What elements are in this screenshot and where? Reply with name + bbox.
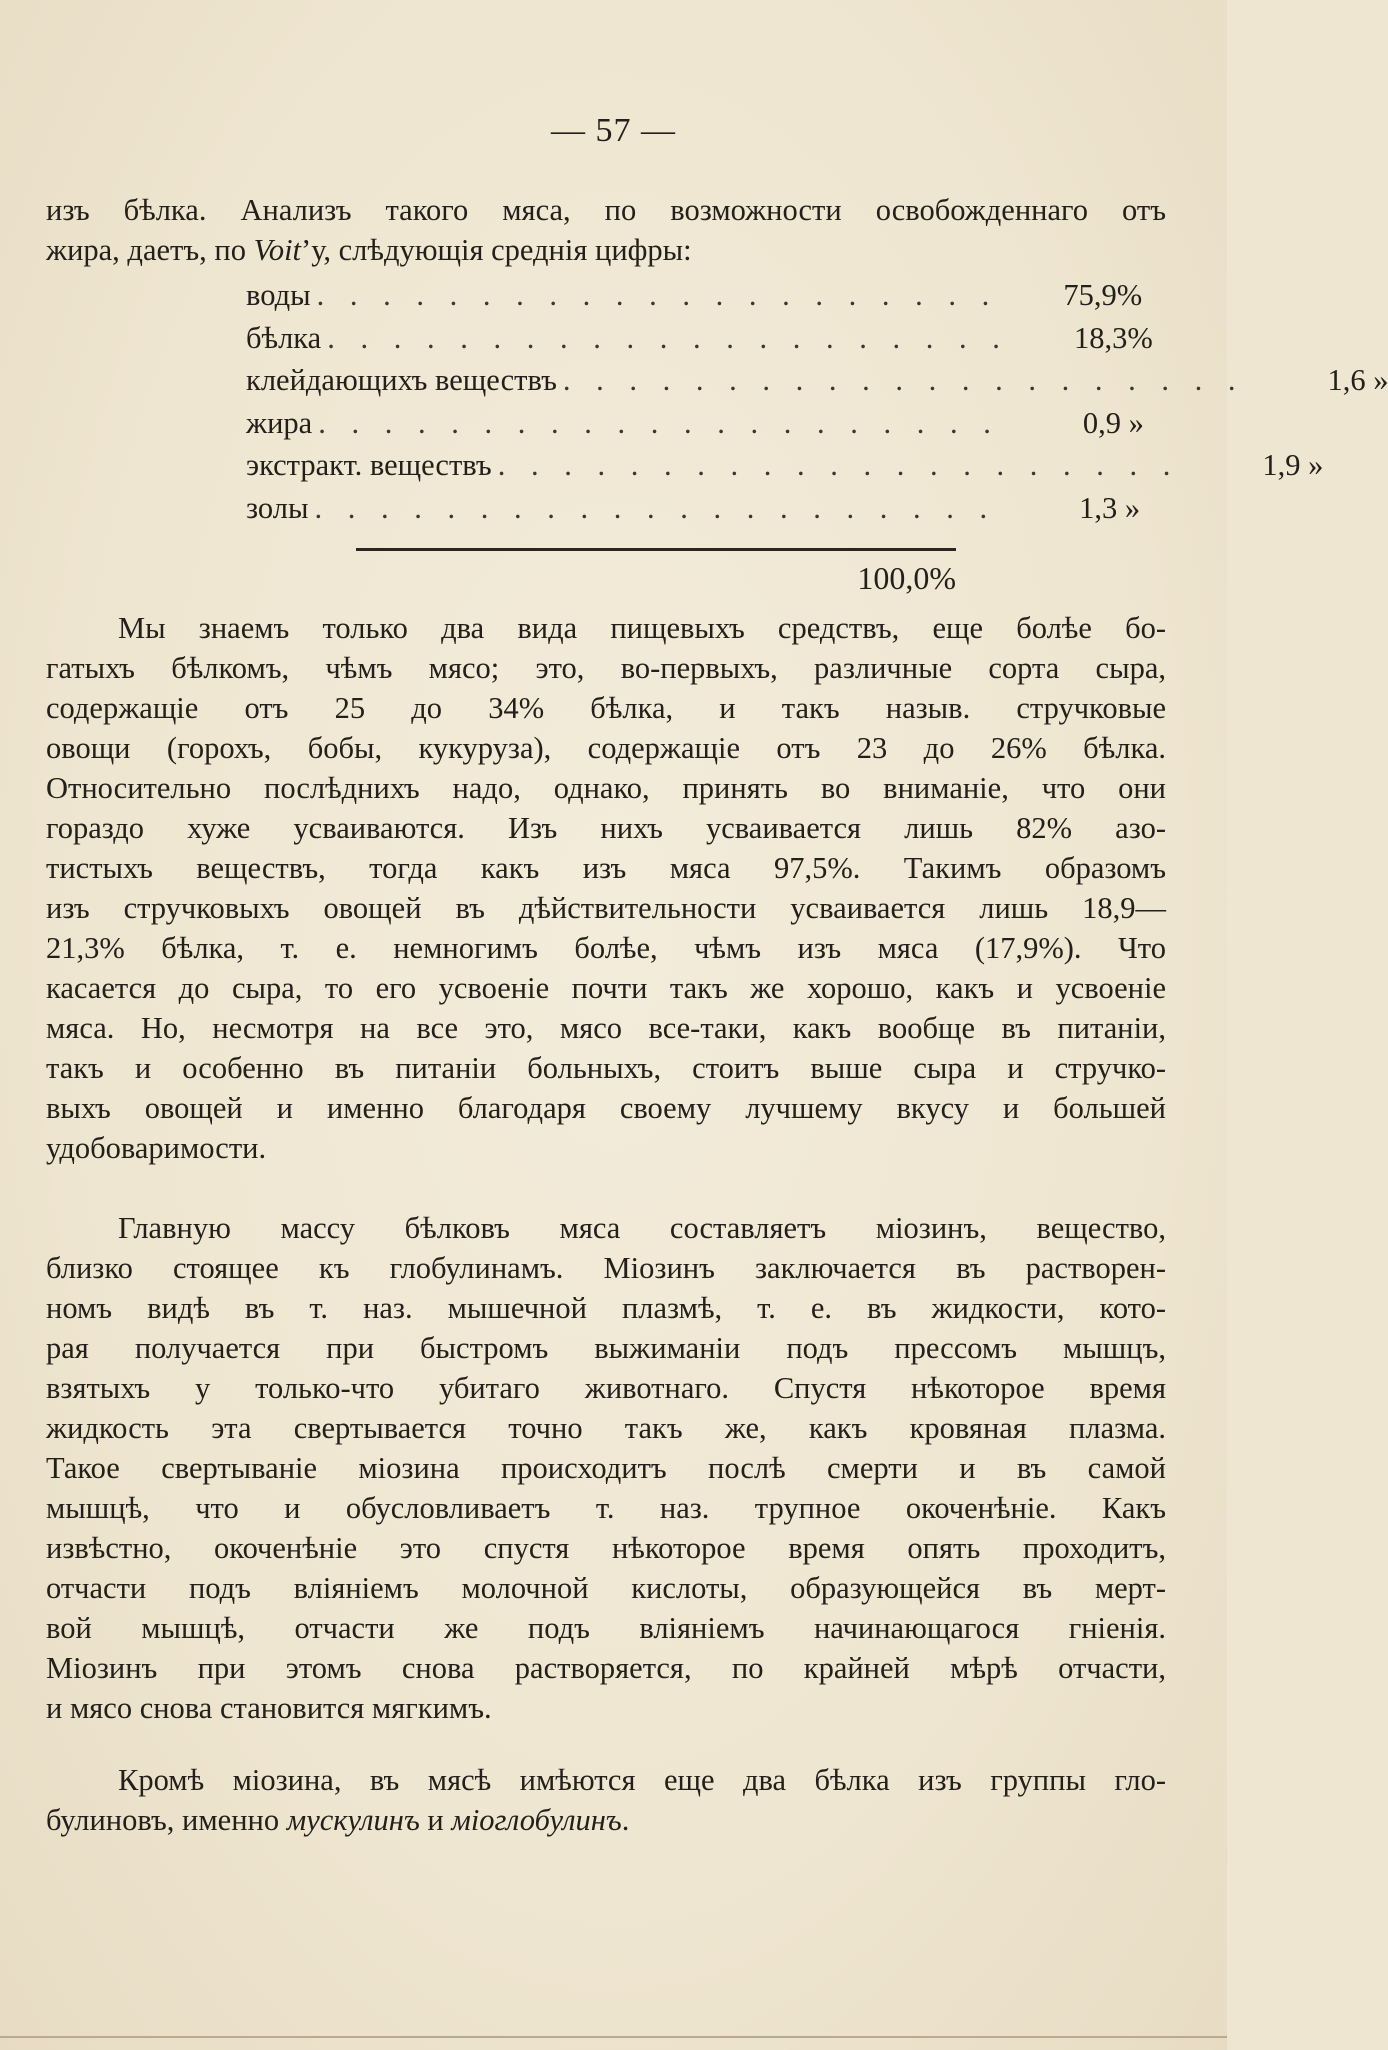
- text-line: овощи (горохъ, бобы, кукуруза), содержащіе отъ 23 до 26% бѣлка.: [46, 731, 1166, 765]
- text-line: удобоваримости.: [46, 1131, 267, 1165]
- text-line: близко стоящее къ глобулинамъ. Міозинъ заключается въ растворен-: [46, 1251, 1166, 1285]
- text-line: изъ стручковыхъ овощей въ дѣйствительности усваивается лишь 18,9—: [46, 891, 1166, 925]
- dot-leader: . . . . . . . . . . . . . . . . . . . . .: [497, 448, 1180, 482]
- text-line: взятыхъ у только-что убитаго животнаго. Спустя нѣкоторое время: [46, 1371, 1166, 1405]
- term-mioglobulin: міоглобулинъ: [451, 1803, 622, 1837]
- line-conjunction: и: [419, 1803, 452, 1837]
- text-line: содержащіе отъ 25 до 34% бѣлка, и такъ назыв. стручковые: [46, 691, 1166, 725]
- row-value: 1,6 »: [1327, 363, 1388, 397]
- intro-line-start: жира, даетъ, по: [46, 233, 254, 267]
- text-line: такъ и особенно въ питаніи больныхъ, стоитъ выше сыра и стручко-: [46, 1051, 1166, 1085]
- text-line: отчасти подъ вліяніемъ молочной кислоты, образующейся въ мерт-: [46, 1571, 1166, 1605]
- row-value: 0,9 »: [1082, 405, 1144, 440]
- row-label: золы: [246, 490, 309, 525]
- page-edge: [0, 2036, 1227, 2038]
- line-end: .: [621, 1803, 630, 1837]
- paragraph-2: [46, 1208, 1166, 1728]
- table-row: [246, 448, 1324, 491]
- paragraph-1: [46, 608, 1166, 1168]
- text-line: Относительно послѣднихъ надо, однако, принять во вниманіе, что они: [46, 771, 1166, 805]
- text-line: гораздо хуже усваиваются. Изъ нихъ усваивается лишь 82% азо-: [46, 811, 1166, 845]
- text-line: Такое свертываніе міозина происходитъ послѣ смерти и въ самой: [46, 1451, 1166, 1485]
- text-line: гатыхъ бѣлкомъ, чѣмъ мясо; это, во-первыхъ, различные сорта сыра,: [46, 651, 1166, 685]
- table-total: 100,0%: [857, 560, 956, 596]
- row-label: жира: [246, 405, 313, 440]
- author-name: Voit: [253, 233, 302, 267]
- table-row: [246, 278, 1143, 321]
- row-label: воды: [246, 278, 311, 312]
- text-line: Кромѣ міозина, въ мясѣ имѣются еще два бѣлка изъ группы гло-: [118, 1763, 1166, 1797]
- sum-rule: [356, 548, 956, 551]
- row-label: клейдающихъ веществъ: [246, 363, 557, 397]
- row-label: бѣлка: [246, 320, 322, 355]
- text-line: номъ видѣ въ т. наз. мышечной плазмѣ, т. е. въ жидкости, кото-: [46, 1291, 1166, 1325]
- text-line: извѣстно, окоченѣніе это спустя нѣкоторое время опять проходитъ,: [46, 1531, 1166, 1565]
- dot-leader: . . . . . . . . . . . . . . . . . . . . .: [314, 490, 997, 525]
- text-line: и мясо снова становится мягкимъ.: [46, 1691, 492, 1725]
- dot-leader: . . . . . . . . . . . . . . . . . . . . .: [316, 278, 999, 312]
- intro-line-end: ’у, слѣдующія среднія цифры:: [301, 233, 692, 267]
- text-line: мяса. Но, несмотря на все это, мясо все-таки, какъ вообще въ питаніи,: [46, 1011, 1166, 1045]
- row-value: 1,9 »: [1262, 448, 1324, 482]
- line-start: булиновъ, именно: [46, 1803, 287, 1837]
- text-line: 21,3% бѣлка, т. е. немногимъ болѣе, чѣмъ изъ мяса (17,9%). Что: [46, 931, 1166, 965]
- text-line: Міозинъ при этомъ снова растворяется, по крайней мѣрѣ отчасти,: [46, 1651, 1166, 1685]
- intro-line: [46, 230, 1166, 270]
- text-line: выхъ овощей и именно благодаря своему лучшему вкусу и большей: [46, 1091, 1166, 1125]
- text-line: вой мышцѣ, отчасти же подъ вліяніемъ начинающагося гніенія.: [46, 1611, 1166, 1645]
- text-line: касается до сыра, то его усвоеніе почти такъ же хорошо, какъ и усвоеніе: [46, 971, 1166, 1005]
- dot-leader: . . . . . . . . . . . . . . . . . . . . .: [318, 405, 1000, 440]
- row-value: 75,9%: [1063, 278, 1143, 312]
- composition-table: [246, 278, 1388, 533]
- table-row: [246, 363, 1388, 406]
- table-row: [246, 405, 1144, 449]
- text-line: мышцѣ, что и обусловливаетъ т. наз. трупное окоченѣніе. Какъ: [46, 1491, 1166, 1525]
- dot-leader: . . . . . . . . . . . . . . . . . . . . .: [327, 320, 1009, 355]
- text-line: Главную массу бѣлковъ мяса составляетъ міозинъ, вещество,: [118, 1211, 1166, 1245]
- text-line: жидкость эта свертывается точно такъ же, какъ кровяная плазма.: [46, 1411, 1166, 1445]
- text-line: [46, 1800, 1166, 1840]
- row-label: экстракт. веществъ: [246, 448, 492, 482]
- text-line: тистыхъ веществъ, тогда какъ изъ мяса 97,5%. Такимъ образомъ: [46, 851, 1166, 885]
- row-value: 18,3%: [1074, 320, 1153, 355]
- text-line: рая получается при быстромъ выжиманіи подъ прессомъ мышцъ,: [46, 1331, 1166, 1365]
- page-number: — 57 —: [551, 112, 676, 149]
- intro-text: [46, 190, 1166, 270]
- paragraph-3: [46, 1760, 1166, 1840]
- term-muskulin: мускулинъ: [286, 1803, 420, 1837]
- text-line: Мы знаемъ только два вида пищевыхъ средствъ, еще болѣе бо-: [118, 611, 1166, 645]
- dot-leader: . . . . . . . . . . . . . . . . . . . . .: [562, 363, 1245, 397]
- row-value: 1,3 »: [1079, 490, 1141, 525]
- table-row: [246, 490, 1141, 534]
- table-row: [246, 320, 1153, 364]
- intro-line: изъ бѣлка. Анализъ такого мяса, по возможности освобожденнаго отъ: [46, 193, 1166, 227]
